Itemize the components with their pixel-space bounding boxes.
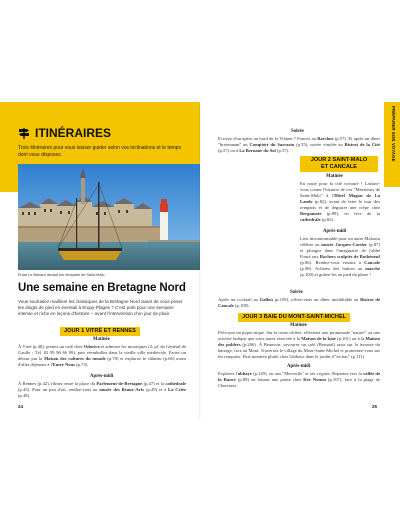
day1-afternoon-text: À Rennes (p.42), filmez entre la place du Parlement-de-Bretagne (p.47) et la cathédrale (p.45). Pour un peu d'art, rendez-vous au musée des Beaux-Arts (p.49) et à La Criée (p.48). xyxy=(18,381,186,398)
day1-evening-text: Ecrivez d'un apéro au bord de la Vilaine ? Foncez au Barchus (p.57). Et après un dîner "bretonnant" au Comptoir du Sarrasin (p.55), soirée vinylée au Bistrot de la Cité (p.57) ou à La Bernane du Sol (p.57). xyxy=(218,136,380,153)
page-number-right: 25 xyxy=(372,404,378,409)
day2-evening-heading: Soirée xyxy=(290,290,303,295)
day3-morning-heading: Matinée xyxy=(290,323,307,328)
signpost-icon xyxy=(18,127,30,139)
book-spread xyxy=(0,102,400,420)
day1-afternoon-heading: Après-midi xyxy=(90,374,114,379)
day3-morning-text: Prévoyez un pique-nique. Sur la route côtière, effectuez une promenade "nature" ou une activité ludique que vous aurez réservée à la Maison de la baie (p.101) ou à la Maison des polders (p.206). À Beauvoir, savourez un café (Bernard) assis sur la terrasse du barrage, face au Mont. Traversez le village du Mont-Saint-Michel et promenez-vous sur les remparts. Puis montrez plutôt chez l'abbaye dans le jardin d'"en bas" (p.111). xyxy=(218,330,380,359)
article-intro: Vous souhaitez mailliner les classiques de la Bretagne Nord avant de vous poser les doigts de pied en éventail à Erquy-Plages ? C'est parti pour une semaine intense et riche en leçons d'histoire – avant l'intervention d'un jour de pluie. xyxy=(18,299,183,316)
day3-afternoon-heading: Après-midi xyxy=(287,364,311,369)
day1-heading: JOUR 1 VITRÉ ET RENNES xyxy=(60,327,140,336)
day1-morning-text: À Vitré (p.48), prenez un café chez Odorico et admirez les mosaïques (2, pl. du Général de Gaulle ; Tél. 02 99 96 66 99), puis réembullez dans la vieille ville médiévale. Faites un détour par la Maison des cultures du monde (p.70) et explorez le château (p.66) avant d'aller déjeuner à l'Entre Nous (p.73). xyxy=(18,344,187,367)
itineraries-header xyxy=(18,126,111,140)
section-side-label: PRÉPARER SON VOYAGE xyxy=(391,106,396,162)
itineraries-subtitle: Trois itinéraires pour vous laisser guider selon vos inclinations et le temps dont vous disposez. xyxy=(18,145,181,158)
article-title: Une semaine en Bretagne Nord xyxy=(18,282,186,294)
day2-heading: JOUR 2 SAINT-MALO ET CANCALE xyxy=(300,156,378,172)
saint-malo-photo xyxy=(18,164,200,270)
day1-evening-heading: Soirée xyxy=(291,129,304,134)
day3-afternoon-text: Explorez l'abbaye (p.120), ou aux "Merveille" et ses cryptes. Repartez vers la vallée de la Rance (p.88) en faisant une pause chez Ker Nouna (p.107), face à la plage de Cherrueix. xyxy=(218,371,380,388)
day1-morning-heading: Matinée xyxy=(93,337,110,342)
ramparts-image xyxy=(18,164,200,270)
day2-morning-text: En route pour la cité corsaire ! Laissez-vous conter l'histoire de ces "Messieurs de Saint-Malo" à l'Hôtel Magon de La Lande (p.82), avant de faire le tour des remparts et de déguster une crêpe chez Bergamote (p.89), en face de la cathédrale (p.82). xyxy=(300,181,380,222)
page-number-left: 24 xyxy=(18,404,24,409)
itineraries-title: ITINÉRAIRES xyxy=(35,126,112,140)
day2-evening-text: Après un cocktail au Gallon (p.109), offrez-vous un dîner inoubliable au Bistrot de Cancale (p.108). xyxy=(218,297,380,308)
day2-afternoon-text: Lieu incontournable pour un autre Malouin célèbre au musée Jacques-Cartier (p.87) et plongez dans l'imaginaire de l'abbé Fouré aux Rochers sculptés de Rothéneuf (p.86). Rendez-vous ensuite à Cancale (p.98). Achetez des huîtres au marché (p.100) et gobez-les au pied du phare ! xyxy=(300,236,380,277)
photo-caption: Entre Le Bénard devant les remparts de Saint-Malo xyxy=(18,273,105,277)
day3-heading: JOUR 3 BAIE DU MONT-SAINT-MICHEL xyxy=(238,313,350,322)
day2-morning-heading: Matinée xyxy=(326,174,343,179)
day2-afternoon-heading: Après-midi xyxy=(323,229,347,234)
page-gutter xyxy=(199,102,201,420)
